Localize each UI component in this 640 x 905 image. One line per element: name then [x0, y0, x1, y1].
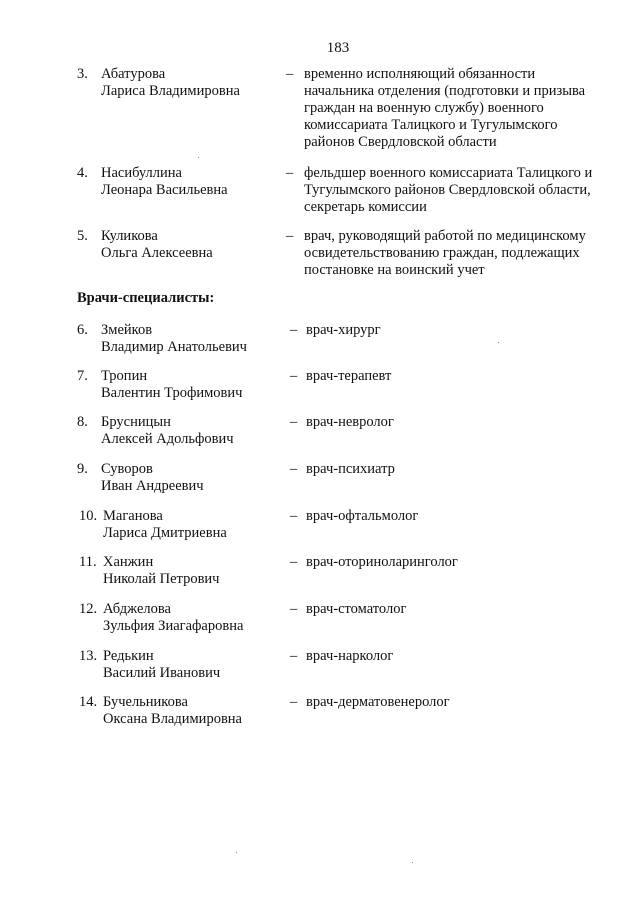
- entry-number: 8.: [77, 414, 88, 430]
- dash: –: [290, 461, 298, 477]
- given-names: Лариса Дмитриевна: [103, 525, 227, 541]
- surname: Тропин: [101, 368, 148, 384]
- given-names: Лариса Владимировна: [101, 83, 240, 99]
- position-description: [306, 414, 626, 431]
- description-line: врач-оториноларинголог: [306, 554, 458, 570]
- description-line: начальника отделения (подготовки и призыва: [304, 83, 586, 99]
- surname: Абджелова: [103, 601, 171, 617]
- position-description: [306, 508, 626, 525]
- position-description: [306, 648, 626, 665]
- person-name: [101, 368, 281, 402]
- entry-number: 5.: [77, 228, 88, 244]
- scan-speck: [236, 852, 237, 853]
- surname: Ханжин: [103, 554, 154, 570]
- dash: –: [286, 165, 294, 181]
- person-name: [103, 554, 283, 588]
- description-line: врач-стоматолог: [306, 601, 407, 617]
- person-name: [101, 66, 281, 100]
- position-description: [306, 368, 626, 385]
- given-names: Василий Иванович: [103, 665, 221, 681]
- description-line: врач-невролог: [306, 414, 394, 430]
- description-line: врач-психиатр: [306, 461, 395, 477]
- description-line: освидетельствованию граждан, подлежащих: [304, 245, 580, 261]
- surname: Куликова: [101, 228, 158, 244]
- dash: –: [286, 66, 294, 82]
- surname: Редькин: [103, 648, 154, 664]
- description-line: комиссариата Талицкого и Тугулымского: [304, 117, 558, 133]
- scan-speck: [498, 342, 499, 343]
- dash: –: [290, 601, 298, 617]
- description-line: фельдшер военного комиссариата Талицкого и: [304, 165, 593, 181]
- description-line: граждан на военную службу) военного: [304, 100, 544, 116]
- dash: –: [290, 694, 298, 710]
- person-name: [103, 601, 283, 635]
- entry-number: 7.: [77, 368, 88, 384]
- description-line: постановке на воинский учет: [304, 262, 485, 278]
- given-names: Николай Петрович: [103, 571, 220, 587]
- entry-number: 10.: [79, 508, 98, 524]
- person-name: [101, 414, 281, 448]
- entry-number: 14.: [79, 694, 98, 710]
- dash: –: [290, 322, 298, 338]
- person-name: [101, 228, 281, 262]
- person-name: [101, 322, 281, 356]
- given-names: Зульфия Зиагафаровна: [103, 618, 244, 634]
- description-line: временно исполняющий обязанности: [304, 66, 536, 82]
- position-description: [304, 165, 624, 216]
- dash: –: [290, 414, 298, 430]
- given-names: Ольга Алексеевна: [101, 245, 213, 261]
- surname: Абатурова: [101, 66, 166, 82]
- description-line: врач-нарколог: [306, 648, 394, 664]
- person-name: [103, 648, 283, 682]
- person-name: [101, 165, 281, 199]
- surname: Насибуллина: [101, 165, 182, 181]
- given-names: Иван Андреевич: [101, 478, 204, 494]
- dash: –: [286, 228, 294, 244]
- scan-speck: [412, 862, 413, 863]
- entry-number: 6.: [77, 322, 88, 338]
- description-line: врач, руководящий работой по медицинскому: [304, 228, 586, 244]
- dash: –: [290, 368, 298, 384]
- given-names: Оксана Владимировна: [103, 711, 242, 727]
- dash: –: [290, 554, 298, 570]
- position-description: [306, 461, 626, 478]
- description-line: секретарь комиссии: [304, 199, 427, 215]
- description-line: врач-дерматовенеролог: [306, 694, 450, 710]
- description-line: врач-офтальмолог: [306, 508, 419, 524]
- person-name: [103, 508, 283, 542]
- entry-number: 13.: [79, 648, 98, 664]
- entry-number: 4.: [77, 165, 88, 181]
- description-line: врач-терапевт: [306, 368, 392, 384]
- surname: Змейков: [101, 322, 153, 338]
- dash: –: [290, 508, 298, 524]
- surname: Брусницын: [101, 414, 171, 430]
- page-number: 183: [326, 40, 350, 56]
- entry-number: 11.: [79, 554, 97, 570]
- position-description: [306, 694, 626, 711]
- given-names: Валентин Трофимович: [101, 385, 243, 401]
- section-title: Врачи-специалисты:: [77, 290, 215, 306]
- given-names: Леонара Васильевна: [101, 182, 228, 198]
- position-description: [306, 554, 626, 571]
- description-line: врач-хирург: [306, 322, 381, 338]
- person-name: [101, 461, 281, 495]
- position-description: [304, 66, 624, 151]
- given-names: Владимир Анатольевич: [101, 339, 247, 355]
- description-line: Тугулымского районов Свердловской области,: [304, 182, 591, 198]
- scan-speck: [198, 157, 199, 158]
- entry-number: 12.: [79, 601, 98, 617]
- surname: Суворов: [101, 461, 153, 477]
- person-name: [103, 694, 283, 728]
- entry-number: 3.: [77, 66, 88, 82]
- position-description: [306, 322, 626, 339]
- given-names: Алексей Адольфович: [101, 431, 234, 447]
- position-description: [304, 228, 624, 279]
- surname: Бучельникова: [103, 694, 188, 710]
- surname: Маганова: [103, 508, 163, 524]
- description-line: районов Свердловской области: [304, 134, 497, 150]
- entry-number: 9.: [77, 461, 88, 477]
- dash: –: [290, 648, 298, 664]
- position-description: [306, 601, 626, 618]
